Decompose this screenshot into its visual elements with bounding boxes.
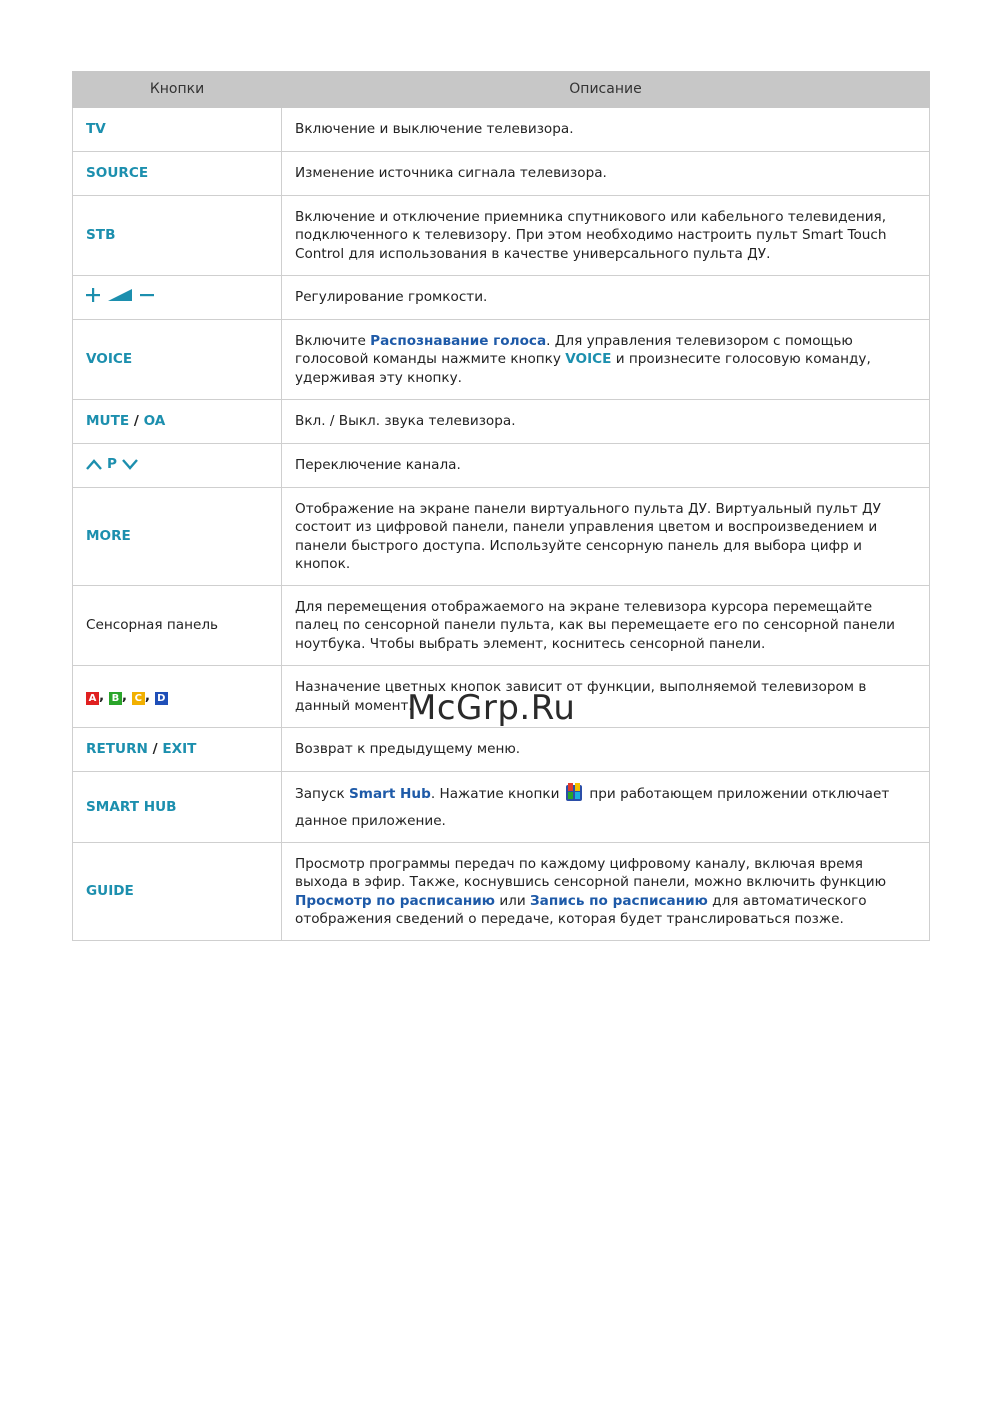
- desc-mute: Вкл. / Выкл. звука телевизора.: [282, 400, 930, 444]
- header-description: Описание: [282, 72, 930, 108]
- table-row: [73, 488, 930, 586]
- key-separator: /: [147, 741, 163, 758]
- key-tv: TV: [73, 108, 282, 152]
- desc-stb: Включение и отключение приемника спутникового или кабельного телевидения, подключенного к телевизору. При этом необходимо настроить пульт Smart Touch Control для использования в качестве универсального пульта ДУ.: [282, 196, 930, 276]
- desc-source: Изменение источника сигнала телевизора.: [282, 152, 930, 196]
- desc-tv: Включение и выключение телевизора.: [282, 108, 930, 152]
- badge-c: C: [132, 692, 145, 705]
- link-scheduled-view[interactable]: Просмотр по расписанию: [295, 892, 496, 909]
- desc-text: . Нажатие кнопки: [430, 785, 560, 802]
- desc-smart-hub: [282, 772, 930, 843]
- key-return-label: RETURN: [86, 741, 148, 758]
- desc-text: . Для управления телевизором с помощью голосовой команды нажмите кнопку: [295, 332, 853, 368]
- key-color-buttons: [73, 666, 282, 728]
- table-row: [73, 586, 930, 666]
- desc-text: или: [495, 892, 531, 909]
- key-stb: STB: [73, 196, 282, 276]
- badge-b: B: [109, 692, 122, 705]
- plus-icon: [86, 288, 100, 302]
- key-exit-label: EXIT: [162, 741, 197, 758]
- key-mute-label: MUTE: [86, 413, 130, 430]
- table-row: [73, 108, 930, 152]
- chevron-down-icon: [122, 459, 138, 470]
- desc-volume: Регулирование громкости.: [282, 276, 930, 320]
- table-row: [73, 276, 930, 320]
- voice-key-ref: VOICE: [565, 351, 612, 368]
- desc-channel: Переключение канала.: [282, 444, 930, 488]
- volume-ramp-icon: [108, 289, 132, 301]
- desc-return: Возврат к предыдущему меню.: [282, 728, 930, 772]
- key-oa-label: OA: [143, 413, 166, 430]
- table-header: [73, 72, 930, 108]
- desc-more: Отображение на экране панели виртуального пульта ДУ. Виртуальный пульт ДУ состоит из цифровой панели, панели управления цветом и воспроизведением и панели быстрого доступа. Используйте сенсорную панель для выбора цифр и кнопок.: [282, 488, 930, 586]
- table-row: [73, 400, 930, 444]
- channel-p-label: P: [107, 456, 117, 473]
- key-touchpad: Сенсорная панель: [73, 586, 282, 666]
- badge-separator: ,: [99, 688, 109, 705]
- desc-text: Запуск: [295, 785, 349, 802]
- desc-text: Просмотр программы передач по каждому цифровому каналу, включая время выхода в эфир. Также, коснувшись сенсорной панели, можно включить функцию: [295, 855, 887, 890]
- desc-touchpad: Для перемещения отображаемого на экране телевизора курсора перемещайте палец по сенсорной панели пульта, как вы перемещаете его по сенсорной панели ноутбука. Чтобы выбрать элемент, коснитесь сенсорной панели.: [282, 586, 930, 666]
- badge-d: D: [155, 692, 168, 705]
- table-row: [73, 320, 930, 400]
- link-voice-recognition[interactable]: Распознавание голоса: [370, 332, 547, 349]
- badge-separator: ,: [121, 688, 132, 705]
- key-voice: VOICE: [73, 320, 282, 400]
- key-mute: [73, 400, 282, 444]
- minus-icon: [140, 288, 154, 302]
- desc-text: и произнесите голосовую команду, удерживая эту кнопку.: [295, 351, 871, 386]
- link-smart-hub[interactable]: Smart Hub: [348, 785, 431, 802]
- key-separator: /: [129, 413, 144, 430]
- table-row: [73, 772, 930, 843]
- smart-hub-icon: [565, 782, 583, 810]
- badge-separator: ,: [144, 688, 155, 705]
- desc-text: Включите: [295, 332, 371, 349]
- watermark: McGrp.Ru: [407, 688, 576, 728]
- table-row: [73, 843, 930, 941]
- key-smart-hub: SMART HUB: [73, 772, 282, 843]
- desc-color-buttons: Назначение цветных кнопок зависит от функции, выполняемой телевизором в данный момент.: [282, 666, 930, 728]
- header-buttons: Кнопки: [73, 72, 282, 108]
- chevron-up-icon: [86, 459, 102, 470]
- key-more: MORE: [73, 488, 282, 586]
- link-scheduled-recording[interactable]: Запись по расписанию: [530, 892, 708, 909]
- key-return: [73, 728, 282, 772]
- key-guide: GUIDE: [73, 843, 282, 941]
- key-source: SOURCE: [73, 152, 282, 196]
- table-row: [73, 152, 930, 196]
- desc-text: для автоматического отображения сведений о передаче, которая будет транслироваться позже.: [295, 892, 867, 927]
- desc-voice: [282, 320, 930, 400]
- buttons-table: [72, 71, 930, 941]
- key-channel: [73, 444, 282, 488]
- table-row: [73, 196, 930, 276]
- key-volume: [73, 276, 282, 320]
- desc-text: при работающем приложении отключает данное приложение.: [295, 785, 890, 829]
- table-row: [73, 444, 930, 488]
- table-row: [73, 728, 930, 772]
- desc-guide: [282, 843, 930, 941]
- badge-a: A: [86, 692, 99, 705]
